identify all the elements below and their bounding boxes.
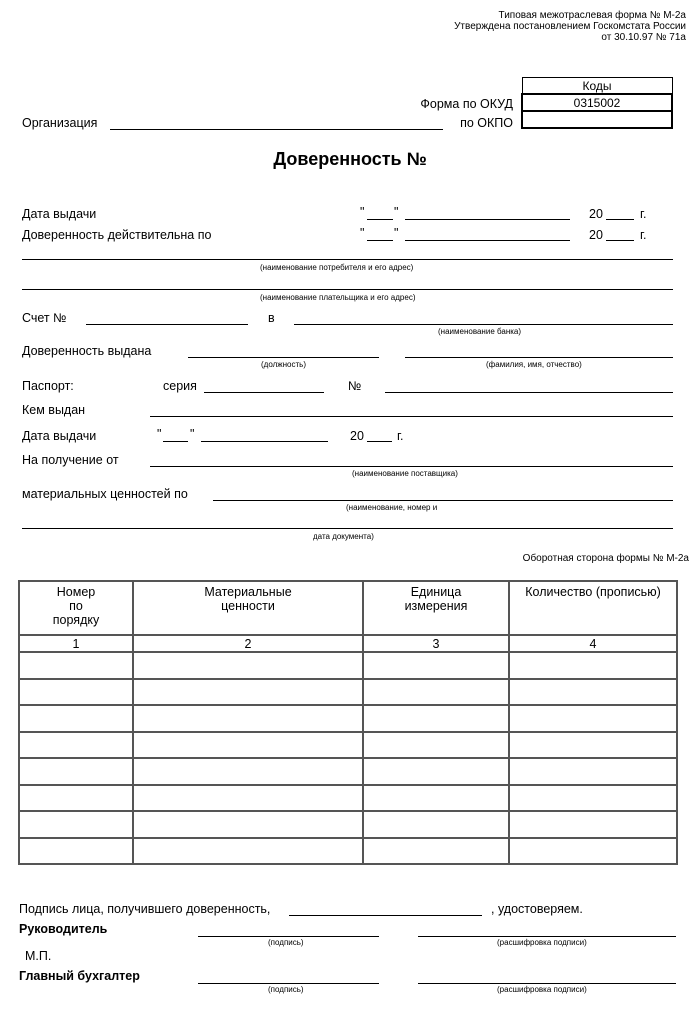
valid-quote-open: " <box>360 226 365 240</box>
issue-month-field[interactable] <box>405 219 570 220</box>
okud-label: Форма по ОКУД <box>420 97 513 111</box>
table-cell[interactable] <box>19 652 133 679</box>
table-row <box>19 811 677 838</box>
header-material-values: Материальные ценности <box>133 581 363 635</box>
valid-day-field[interactable] <box>367 240 393 241</box>
valid-year-suffix: г. <box>640 228 647 242</box>
issued-by-field[interactable] <box>150 416 673 417</box>
table-cell[interactable] <box>19 705 133 732</box>
table-cell[interactable] <box>133 838 363 865</box>
table-cell[interactable] <box>19 732 133 759</box>
table-cell[interactable] <box>363 785 509 812</box>
issue-quote-close: " <box>394 205 399 219</box>
passport-series-label: серия <box>163 379 197 393</box>
position-field[interactable] <box>188 357 379 358</box>
table-cell[interactable] <box>509 811 677 838</box>
document-field-2[interactable] <box>22 528 673 529</box>
supplier-field[interactable] <box>150 466 673 467</box>
accountant-sign-caption: (подпись) <box>268 985 304 994</box>
consumer-field[interactable] <box>22 259 673 260</box>
issue-year-suffix: г. <box>640 207 647 221</box>
accountant-decode-field[interactable] <box>418 983 676 984</box>
passport-date-label: Дата выдачи <box>22 429 97 443</box>
valid-year-prefix: 20 <box>589 228 603 242</box>
header-unit: Единица измерения <box>363 581 509 635</box>
header-number: Номер по порядку <box>19 581 133 635</box>
issue-year-prefix: 20 <box>589 207 603 221</box>
codes-table <box>521 77 673 129</box>
accountant-signature-field[interactable] <box>198 983 379 984</box>
table-row <box>19 732 677 759</box>
account-label: Счет № <box>22 311 67 325</box>
form-approval-line: Утверждена постановлением Госкомстата России <box>454 21 686 32</box>
valid-month-field[interactable] <box>405 240 570 241</box>
account-number-field[interactable] <box>86 324 248 325</box>
head-decode-field[interactable] <box>418 936 676 937</box>
document-caption-1: (наименование, номер и <box>346 503 438 512</box>
bank-field[interactable] <box>294 324 673 325</box>
table-row <box>19 758 677 785</box>
header-quantity: Количество (прописью) <box>509 581 677 635</box>
okpo-code-field[interactable] <box>522 111 672 128</box>
column-number-2: 2 <box>133 635 363 652</box>
head-label: Руководитель <box>19 922 108 936</box>
column-number-4: 4 <box>509 635 677 652</box>
table-cell[interactable] <box>133 705 363 732</box>
issue-year-field[interactable] <box>606 219 634 220</box>
form-date-line: от 30.10.97 № 71а <box>601 32 686 43</box>
issue-day-field[interactable] <box>367 219 393 220</box>
signature-intro: Подпись лица, получившего доверенность, <box>19 902 271 916</box>
table-cell[interactable] <box>19 679 133 706</box>
payer-caption: (наименование плательщика и его адрес) <box>260 293 416 302</box>
head-sign-caption: (подпись) <box>268 938 304 947</box>
form-header <box>454 10 686 43</box>
form-type-line: Типовая межотраслевая форма № М-2а <box>498 10 686 21</box>
certify-text: , удостоверяем. <box>491 902 583 916</box>
stamp-label: М.П. <box>25 949 52 963</box>
valid-until-label: Доверенность действительна по <box>22 228 212 242</box>
passport-number-field[interactable] <box>385 392 673 393</box>
table-cell[interactable] <box>133 652 363 679</box>
document-field[interactable] <box>213 500 673 501</box>
table-cell[interactable] <box>509 785 677 812</box>
table-cell[interactable] <box>509 652 677 679</box>
passport-year-field[interactable] <box>367 441 392 442</box>
passport-number-label: № <box>348 379 362 393</box>
table-cell[interactable] <box>19 785 133 812</box>
values-by-label: материальных ценностей по <box>22 487 188 501</box>
okpo-label: по ОКПО <box>460 116 513 130</box>
column-number-1: 1 <box>19 635 133 652</box>
passport-label: Паспорт: <box>22 379 74 393</box>
position-caption: (должность) <box>261 360 306 369</box>
passport-month-field[interactable] <box>201 441 328 442</box>
receive-from-label: На получение от <box>22 453 119 467</box>
head-decode-caption: (расшифровка подписи) <box>497 938 587 947</box>
issue-quote-open: " <box>360 205 365 219</box>
table-cell[interactable] <box>363 838 509 865</box>
codes-header: Коды <box>522 78 672 95</box>
table-row <box>19 785 677 812</box>
table-cell[interactable] <box>509 758 677 785</box>
valid-quote-close: " <box>394 226 399 240</box>
account-in-label: в <box>268 311 275 325</box>
issued-to-label: Доверенность выдана <box>22 344 152 358</box>
table-cell[interactable] <box>363 732 509 759</box>
organization-field[interactable] <box>110 129 443 130</box>
issue-date-label: Дата выдачи <box>22 207 97 221</box>
table-cell[interactable] <box>363 758 509 785</box>
table-cell[interactable] <box>509 838 677 865</box>
valid-year-field[interactable] <box>606 240 634 241</box>
fio-field[interactable] <box>405 357 673 358</box>
table-row <box>19 705 677 732</box>
payer-field[interactable] <box>22 289 673 290</box>
table-cell[interactable] <box>509 732 677 759</box>
passport-year-prefix: 20 <box>350 429 364 443</box>
table-cell[interactable] <box>133 785 363 812</box>
bank-caption: (наименование банка) <box>438 327 522 336</box>
table-cell[interactable] <box>19 811 133 838</box>
table-cell[interactable] <box>363 652 509 679</box>
passport-series-field[interactable] <box>204 392 324 393</box>
head-signature-field[interactable] <box>198 936 379 937</box>
passport-year-suffix: г. <box>397 429 404 443</box>
issued-by-label: Кем выдан <box>22 403 86 417</box>
table-row <box>19 679 677 706</box>
okud-code-field[interactable]: 0315002 <box>522 94 672 111</box>
recipient-signature-field[interactable] <box>289 915 482 916</box>
table-cell[interactable] <box>19 758 133 785</box>
table-cell[interactable] <box>363 679 509 706</box>
table-cell[interactable] <box>133 811 363 838</box>
passport-day-field[interactable] <box>163 441 188 442</box>
consumer-caption: (наименование потребителя и его адрес) <box>260 263 414 272</box>
table-row <box>19 652 677 679</box>
reverse-side-note: Оборотная сторона формы № М-2а <box>522 553 689 564</box>
passport-quote-close: " <box>190 427 195 441</box>
table-cell[interactable] <box>19 838 133 865</box>
table-cell[interactable] <box>363 705 509 732</box>
page-title: Доверенность № <box>273 149 427 169</box>
table-cell[interactable] <box>509 705 677 732</box>
document-caption-2: дата документа) <box>313 532 374 541</box>
fio-caption: (фамилия, имя, отчество) <box>486 360 582 369</box>
table-cell[interactable] <box>363 811 509 838</box>
materials-table <box>18 580 678 865</box>
table-cell[interactable] <box>133 679 363 706</box>
table-cell[interactable] <box>509 679 677 706</box>
accountant-label: Главный бухгалтер <box>19 969 140 983</box>
table-row <box>19 838 677 865</box>
table-cell[interactable] <box>133 758 363 785</box>
table-cell[interactable] <box>133 732 363 759</box>
supplier-caption: (наименование поставщика) <box>352 469 458 478</box>
organization-label: Организация <box>22 116 98 130</box>
accountant-decode-caption: (расшифровка подписи) <box>497 985 587 994</box>
column-number-3: 3 <box>363 635 509 652</box>
passport-quote-open: " <box>157 427 162 441</box>
